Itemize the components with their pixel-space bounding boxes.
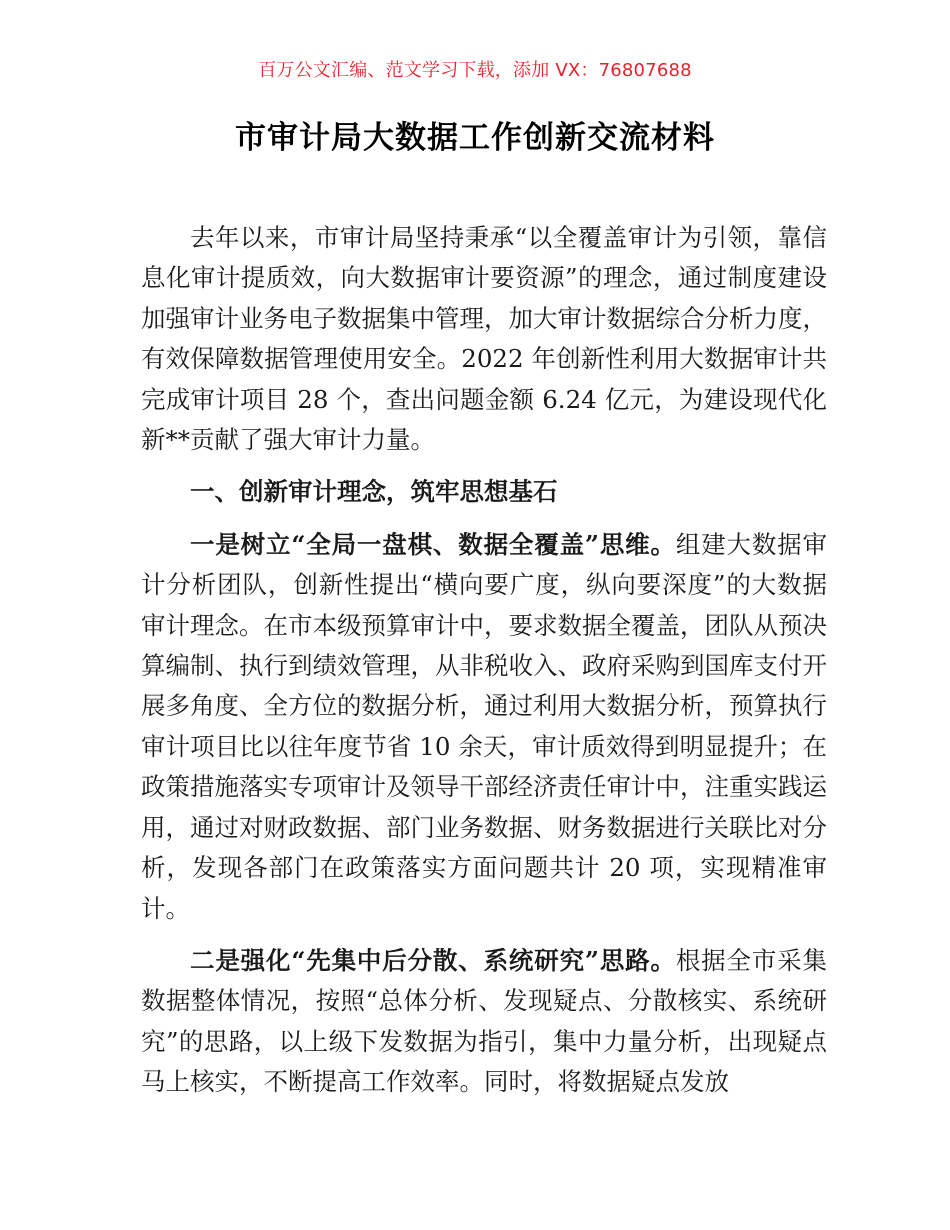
point-1-paragraph (141, 525, 827, 929)
section-heading-1: 一、创新审计理念，筑牢思想基石 (190, 477, 558, 507)
point-1-lead: 一是树立“全局一盘棋、数据全覆盖”思维。 (190, 529, 676, 559)
point-2-body: 根据全市采集数据整体情况，按照“总体分析、发现疑点、分散核实、系统研究”的思路，以上级下发数据为指引，集中力量分析，出现疑点马上核实，不断提高工作效率。同时，将数据疑点发放 (141, 945, 828, 1097)
point-1-body: 组建大数据审计分析团队，创新性提出“横向要广度，纵向要深度”的大数据审计理念。在市本级预算审计中，要求数据全覆盖，团队从预决算编制、执行到绩效管理，从非税收入、政府采购到国库支付开展多角度、全方位的数据分析，通过利用大数据分析，预算执行审计项目比以往年度节省 10 余天，审计质效得到明显提升；在政策措施落实专项审计及领导干部经济责任审计中，注重实践运用，通过对财政数据、部门业务数据、财务数据进行关联比对分析，发现各部门在政策落实方面问题共计 20 项，实现精准审计。 (141, 529, 828, 923)
document-body (141, 218, 827, 1115)
intro-paragraph: 去年以来，市审计局坚持秉承“以全覆盖审计为引领，靠信息化审计提质效，向大数据审计要资源”的理念，通过制度建设加强审计业务电子数据集中管理，加大审计数据综合分析力度，有效保障数据管理使用安全。2022 年创新性利用大数据审计共完成审计项目 28 个，查出问题金额 6.24 亿元，为建设现代化新**贡献了强大审计力量。 (141, 223, 827, 455)
document-title: 市审计局大数据工作创新交流材料 (235, 120, 715, 156)
point-2-lead: 二是强化“先集中后分散、系统研究”思路。 (190, 945, 676, 975)
watermark-text: 百万公文汇编、范文学习下载，添加 VX：76807688 (258, 60, 692, 81)
point-2-paragraph (141, 941, 827, 1103)
